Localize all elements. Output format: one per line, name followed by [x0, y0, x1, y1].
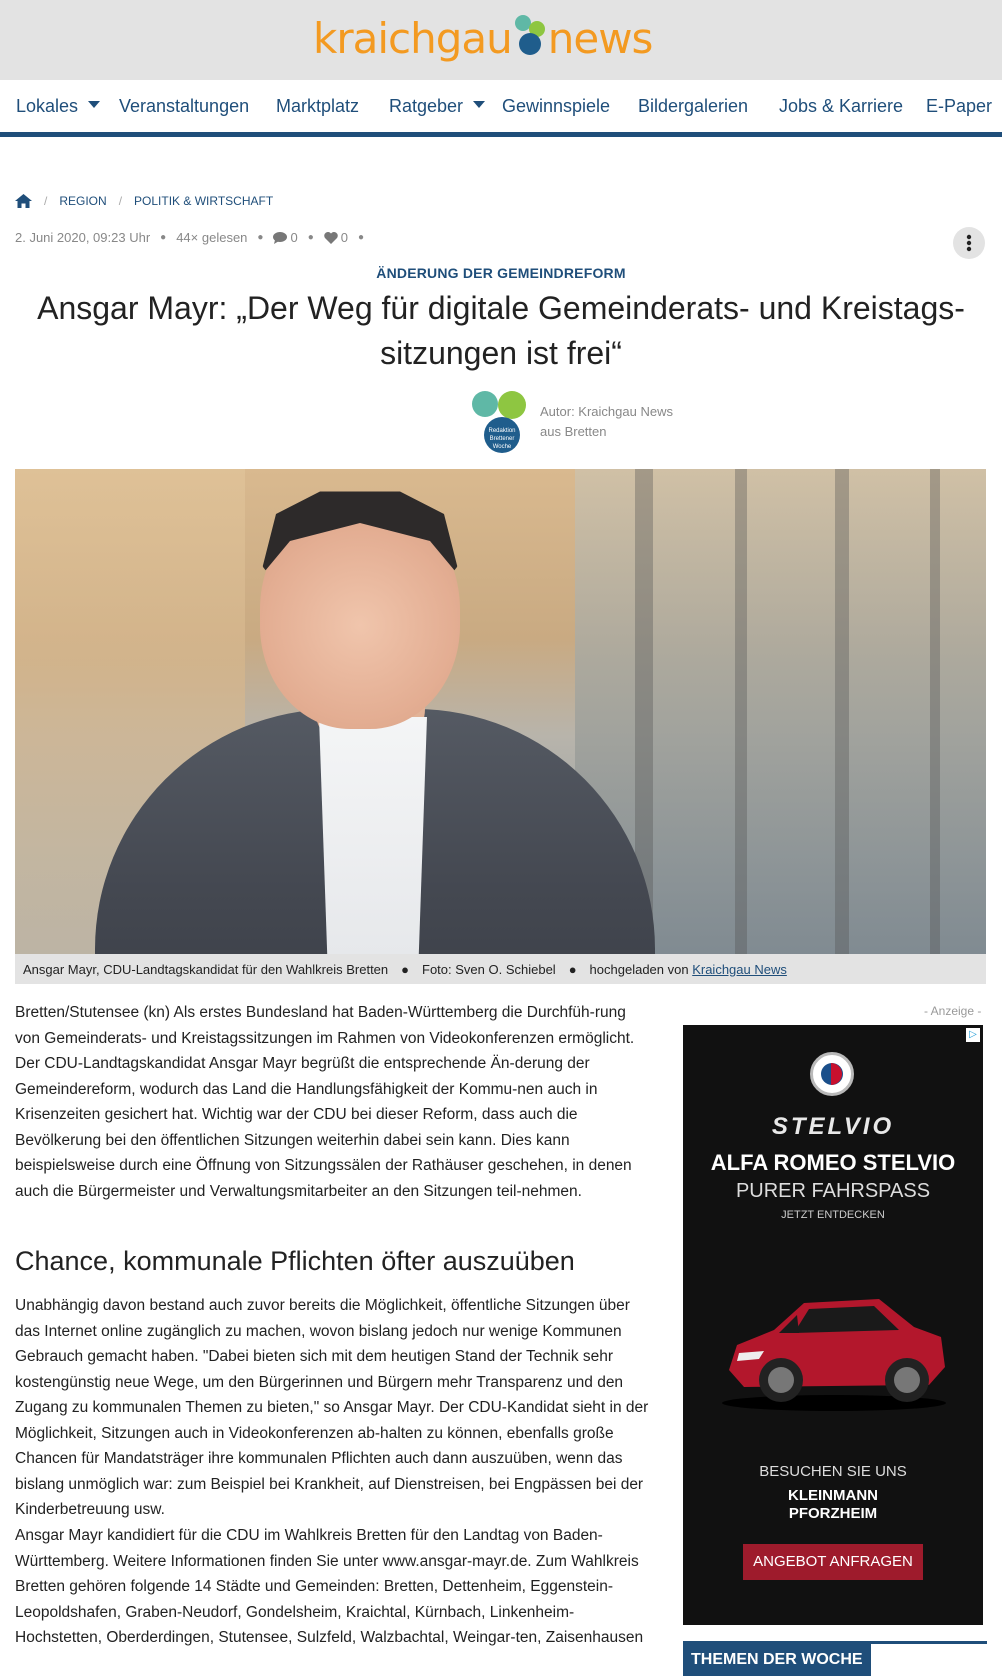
nav-item-veranstaltungen[interactable] [119, 96, 249, 117]
ad-headline: ALFA ROMEO STELVIO [710, 1150, 956, 1175]
main-navigation [0, 80, 1002, 137]
ad-small-text: JETZT ENTDECKEN [781, 1209, 885, 1221]
author-avatar[interactable] [470, 391, 532, 453]
meta-separator: ● [357, 232, 365, 243]
author-name: Autor: Kraichgau News [540, 404, 673, 419]
article-subheading: Chance, kommunale Pflichten öfter auszuüben [15, 1246, 575, 1276]
comment-icon[interactable] [273, 232, 287, 244]
chevron-down-icon [473, 101, 485, 108]
article-title: Ansgar Mayr: „Der Weg für digitale Gemeinderats- und Kreistags-sitzungen ist frei“ [37, 290, 965, 371]
nav-item-marktplatz[interactable] [276, 96, 359, 117]
nav-item-jobs-karriere[interactable] [779, 96, 903, 117]
nav-label: Jobs & Karriere [779, 96, 904, 116]
caption-separator: ● [401, 961, 409, 977]
adchoices-icon[interactable]: ▷ [966, 1028, 980, 1042]
nav-label: E-Paper [926, 96, 993, 116]
ad-cta-button[interactable]: ANGEBOT ANFRAGEN [743, 1544, 923, 1580]
nav-item-e-paper[interactable] [926, 96, 992, 117]
nav-label: Veranstaltungen [119, 96, 250, 116]
ad-dealer-name: KLEINMANN PFORZHEIM [788, 1487, 878, 1522]
photo-credit: Foto: Sven O. Schiebel [422, 961, 556, 977]
breadcrumb-item-politik-wirtschaft[interactable]: POLITIK & WIRTSCHAFT [134, 194, 274, 208]
ad-subline: PURER FAHRSPASS [735, 1180, 931, 1202]
like-count: 0 [340, 230, 348, 245]
breadcrumb-item-region[interactable]: REGION [59, 194, 107, 208]
photo-caption [15, 954, 986, 984]
alfa-romeo-badge-icon [810, 1052, 854, 1096]
breadcrumb-separator: / [44, 194, 48, 208]
ad-model-logo: STELVIO [771, 1113, 895, 1140]
article-photo[interactable] [15, 469, 986, 954]
author-location: aus Bretten [540, 424, 607, 439]
logo-text-left: kraichgau [313, 13, 512, 63]
logo-mark-icon [513, 15, 547, 61]
logo-text-right: news [547, 13, 653, 63]
car-icon [719, 1275, 949, 1415]
nav-item-lokales[interactable] [16, 96, 100, 117]
author-info[interactable] [540, 402, 673, 442]
meta-separator: ● [307, 232, 314, 243]
read-count: 44× gelesen [176, 230, 248, 245]
heart-icon[interactable] [324, 232, 338, 244]
caption-separator: ● [568, 961, 577, 977]
advertisement[interactable] [683, 1025, 983, 1625]
meta-separator: ● [160, 232, 167, 243]
nav-item-bildergalerien[interactable] [638, 96, 748, 117]
author-logo-text: Redaktion Brettener Woche [484, 417, 520, 453]
nav-label: Ratgeber [389, 96, 464, 116]
nav-item-gewinnspiele[interactable] [502, 96, 610, 117]
home-icon[interactable] [15, 194, 32, 208]
article-date: 2. Juni 2020, 09:23 Uhr [15, 230, 151, 245]
site-logo[interactable] [313, 10, 652, 66]
breadcrumb [15, 194, 273, 208]
uploader-link[interactable]: Kraichgau News [692, 961, 787, 977]
comment-count: 0 [290, 230, 298, 245]
article-paragraph: Bretten/Stutensee (kn) Als erstes Bundesland hat Baden-Württemberg die Durchfüh-rung von Gemeinderats- und Kreistagssitzungen im Rahmen von Videokonferenzen ermöglicht. Der CDU-Landtagskandidat Ansgar Mayr begrüßt die entsprechende Än-derung der Gemeindereform, wodurch das Land die Handlungsfähigkeit der Kommu-nen auch in Krisenzeiten gesichert hat. Wichtig war der CDU bei dieser Reform, dass auch die Bevölkerung bei den öffentlichen Sitzungen weiterhin dabei sein kann. Dies kann beispielsweise durch eine Öffnung von Sitzungssälen der Rathäuser geschehen, in denen auch die Bürgermeister und Verwaltungsmitarbeiter an den Sitzungen teil-nehmen. [15, 1004, 635, 1200]
nav-label: Gewinnspiele [502, 96, 611, 116]
chevron-down-icon [88, 101, 100, 108]
site-header [0, 0, 1002, 80]
article-paragraph: Ansgar Mayr kandidiert für die CDU im Wahlkreis Bretten für den Landtag von Baden-Württemberg. Weitere Informationen finden Sie unter www.ansgar-mayr.de. Zum Wahlkreis Bretten gehören folgende 14 Städte und Gemeinden: Bretten, Dettenheim, Eggenstein-Leopoldshafen, Graben-Neudorf, Gondelsheim, Kraichtal, Kürnbach, Linkenheim-Hochstetten, Oberderdingen, Stutensee, Sulzfeld, Walzbachtal, Weingar-ten, Zaisenhausen [15, 1527, 644, 1646]
breadcrumb-separator: / [118, 194, 123, 208]
nav-label: Lokales [16, 96, 79, 116]
themen-der-woche-title: THEMEN DER WOCHE [683, 1644, 871, 1676]
article-meta [15, 230, 374, 245]
meta-separator: ● [257, 232, 264, 243]
ad-label: - Anzeige - [924, 1004, 982, 1018]
uploaded-prefix: hochgeladen von [589, 961, 689, 977]
caption-text: Ansgar Mayr, CDU-Landtagskandidat für den Wahlkreis Bretten [23, 961, 389, 977]
article-paragraph: Unabhängig davon bestand auch zuvor bereits die Möglichkeit, öffentliche Sitzungen über das Internet online zugänglich zu machen, wovon bislang jedoch nur wenige Kommunen Gebrauch gemacht haben. "Dabei bieten sich mit dem heutigen Stand der Technik sehr kostengünstig neue Wege, um den Bürgerinnen und Bürgern mehr Transparenz und den Zugang zu kommunalen Themen zu bieten," so Ansgar Mayr. Der CDU-Kandidat sieht in der Möglichkeit, Sitzungen auch in Videokonferenzen ab-halten zu können, ebenfalls große Chancen für Mandatsträger ihre kommunalen Pflichten auch dann auszuüben, wenn das bislang unmöglich war: zum Beispiel bei Krankheit, auf Dienstreisen, bei Engpässen bei der Kinderbetreuung usw. [15, 1297, 649, 1518]
more-options-button[interactable] [953, 227, 985, 259]
nav-label: Bildergalerien [638, 96, 749, 116]
ad-visit-text: BESUCHEN SIE UNS [759, 1463, 907, 1480]
more-vertical-icon [966, 234, 972, 252]
themen-der-woche-section [683, 1641, 987, 1679]
article-kicker: ÄNDERUNG DER GEMEINDREFORM [376, 265, 626, 281]
nav-item-ratgeber[interactable] [389, 96, 485, 117]
nav-label: Marktplatz [276, 96, 360, 116]
